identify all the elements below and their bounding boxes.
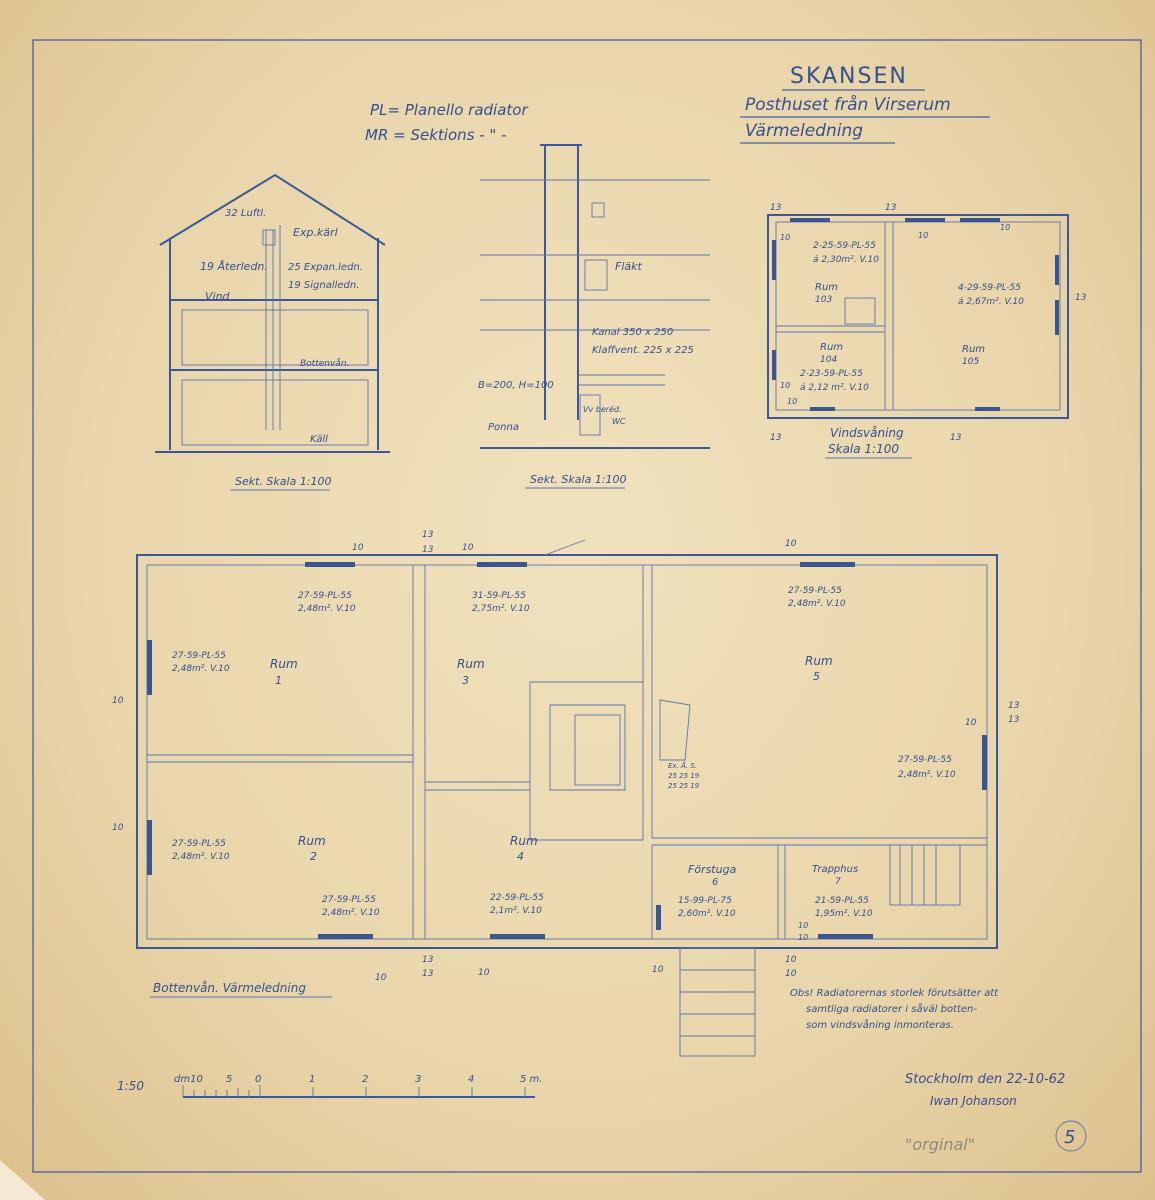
section2-label-kanal: Kanal 350 x 250 — [592, 327, 674, 338]
room-2-name: Rum — [298, 834, 326, 848]
ground-outer-wall — [137, 555, 997, 948]
section2-label-ponna: Ponna — [488, 422, 519, 433]
section1-caption: Sekt. Skala 1:100 — [235, 475, 332, 488]
attic-scale: Skala 1:100 — [828, 442, 900, 456]
ground-dim-label: 13 — [1008, 715, 1020, 725]
section1-label-kall: Käll — [310, 434, 328, 445]
attic-dim-label: 13 — [885, 203, 897, 213]
ground-plan — [112, 530, 1020, 1056]
radiator-spec: 27-59-PL-55 — [172, 651, 226, 661]
attic-room-spec: á 2,12 m². V.10 — [800, 383, 869, 393]
attic-dim-label: 10 — [918, 231, 929, 240]
legend-pl: PL= Planello radiator — [370, 101, 528, 119]
ground-radiator — [818, 934, 873, 939]
attic-dim-label: 10 — [780, 381, 791, 390]
ground-inner-wall — [147, 565, 987, 939]
expansion-label: Ex. Å. S. — [668, 762, 697, 770]
ground-dim-label: 10 — [798, 933, 809, 942]
ground-stove — [575, 715, 620, 785]
attic-room-num: 103 — [815, 295, 833, 305]
scale-ticks — [183, 1085, 525, 1097]
section1-roof — [160, 175, 385, 245]
ground-radiator — [147, 820, 152, 875]
attic-dim-label: 13 — [770, 203, 782, 213]
attic-caption: Vindsvåning — [830, 426, 904, 440]
title-line2: Posthuset från Virserum — [745, 95, 951, 115]
radiator-spec: 27-59-PL-55 — [898, 755, 952, 765]
ground-dim-label: 10 — [112, 696, 124, 706]
ground-radiator — [800, 562, 855, 567]
radiator-spec: 15-99-PL-75 — [678, 896, 732, 906]
ground-radiator — [982, 735, 987, 790]
ground-radiator — [490, 934, 545, 939]
attic-room-name: Rum — [815, 282, 839, 293]
ground-dim-label: 10 — [652, 965, 664, 975]
ground-dim-label: 13 — [422, 530, 434, 540]
room-4-name: Rum — [510, 834, 538, 848]
radiator-spec: 27-59-PL-55 — [322, 895, 376, 905]
ground-dim-label: 10 — [965, 718, 977, 728]
attic-room-spec: á 2,30m². V.10 — [813, 255, 879, 265]
scale-tick-label: 0 — [255, 1074, 262, 1085]
attic-room-spec: 4-29-59-PL-55 — [958, 283, 1021, 293]
ground-entrance-step-lines — [680, 970, 755, 1036]
ground-dim-label: 10 — [785, 539, 797, 549]
ground-radiator — [305, 562, 355, 567]
attic-dim-label: 13 — [770, 433, 782, 443]
ground-dim-label: 13 — [422, 969, 434, 979]
signature-date: Stockholm den 22-10-62 — [905, 1072, 1066, 1087]
ground-dim-label: 10 — [375, 973, 387, 983]
radiator-spec: 27-59-PL-55 — [788, 586, 842, 596]
room-7-name: Trapphus — [812, 864, 859, 875]
room-5-num: 5 — [813, 670, 820, 683]
attic-dim-label: 13 — [1075, 293, 1087, 303]
section1-pipes — [266, 225, 280, 430]
scale-bar — [117, 1074, 542, 1097]
section2-label-flakt: Fläkt — [615, 260, 642, 273]
room-4-num: 4 — [517, 850, 524, 863]
attic-dim-label: 10 — [787, 397, 798, 406]
section-2 — [478, 145, 710, 488]
radiator-spec: 21-59-PL-55 — [815, 896, 869, 906]
attic-plan — [768, 203, 1087, 458]
ground-dim-label: 10 — [462, 543, 474, 553]
folded-corner — [0, 1160, 45, 1200]
ground-stove-block — [530, 682, 643, 840]
room-6-name: Förstuga — [688, 863, 737, 876]
scale-tick-label: 3 — [415, 1074, 422, 1085]
scale-label: 1:50 — [117, 1079, 144, 1093]
room-1-num: 1 — [275, 674, 282, 687]
legend-mr: MR = Sektions - " - — [365, 126, 507, 144]
attic-room-spec: 2-23-59-PL-55 — [800, 369, 863, 379]
room-1-name: Rum — [270, 657, 298, 671]
ground-dim-label: 10 — [785, 955, 797, 965]
ground-stair-steps — [900, 845, 936, 905]
scale-tick-label: 2 — [362, 1074, 369, 1085]
attic-radiator — [810, 407, 835, 411]
section2-label-b200: B=200, H=100 — [478, 380, 554, 391]
room-5-name: Rum — [805, 654, 833, 668]
ground-dim-label: 13 — [1008, 701, 1020, 711]
radiator-spec: 22-59-PL-55 — [490, 893, 544, 903]
radiator-spec: 27-59-PL-55 — [172, 839, 226, 849]
signature-name: Iwan Johanson — [930, 1094, 1017, 1108]
room-3-name: Rum — [457, 657, 485, 671]
expansion-label: 25 25 19 — [668, 782, 700, 790]
attic-room-name: Rum — [820, 342, 844, 353]
section2-box — [592, 203, 604, 217]
radiator-spec: 31-59-PL-55 — [472, 591, 526, 601]
section2-chimney — [540, 145, 582, 420]
attic-radiator — [975, 407, 1000, 411]
radiator-spec: 2,48m². V.10 — [298, 604, 356, 614]
ground-partitions — [147, 565, 987, 939]
ground-dim-label: 13 — [422, 955, 434, 965]
radiator-spec: 1,95m². V.10 — [815, 909, 873, 919]
attic-radiator — [1055, 300, 1059, 335]
section2-label-wc: WC — [612, 417, 626, 426]
title-line3: Värmeledning — [745, 121, 864, 141]
room-7-num: 7 — [835, 877, 841, 887]
attic-room-num: 104 — [820, 355, 838, 365]
section-1 — [155, 175, 390, 490]
original-stamp: "orginal" — [905, 1135, 976, 1154]
ground-dim-label: 10 — [352, 543, 364, 553]
attic-room-name: Rum — [962, 344, 986, 355]
attic-radiator — [790, 218, 830, 222]
attic-dim-label: 10 — [780, 233, 791, 242]
radiator-spec: 27-59-PL-55 — [298, 591, 352, 601]
section1-label-signalledn: 19 Signalledn. — [288, 280, 360, 291]
attic-radiator — [905, 218, 945, 222]
attic-dim-label: 13 — [950, 433, 962, 443]
ground-radiator — [477, 562, 527, 567]
attic-radiator — [1055, 255, 1059, 285]
scale-tick-label: 4 — [468, 1074, 475, 1085]
radiator-spec: 2,48m². V.10 — [172, 852, 230, 862]
radiator-spec: 2,48m². V.10 — [788, 599, 846, 609]
attic-room-spec: á 2,67m². V.10 — [958, 297, 1024, 307]
attic-radiator — [772, 240, 776, 280]
section1-label-bottenvan: Bottenvån. — [300, 359, 350, 369]
sheet-number: 5 — [1064, 1127, 1076, 1148]
room-6-num: 6 — [712, 877, 719, 888]
room-2-num: 2 — [310, 850, 317, 863]
section1-label-vind: Vind — [205, 290, 230, 303]
section1-cellar — [182, 380, 368, 445]
ground-hearth — [660, 700, 690, 760]
section2-label-vvbered: Vv beréd. — [583, 405, 622, 414]
ground-entrance-steps — [680, 948, 755, 1056]
ground-dim-label: 10 — [478, 968, 490, 978]
attic-radiator — [960, 218, 1000, 222]
section2-water-heater — [580, 395, 600, 435]
radiator-spec: 2,48m². V.10 — [898, 770, 956, 780]
section1-label-aterledn: 19 Återledn. — [200, 260, 268, 273]
scale-tick-label: 5 — [226, 1074, 233, 1085]
radiator-spec: 2,48m². V.10 — [172, 664, 230, 674]
ground-caption: Bottenvån. Värmeledning — [153, 981, 306, 995]
ground-dim-label: 10 — [785, 969, 797, 979]
section2-caption: Sekt. Skala 1:100 — [530, 473, 627, 486]
scale-tick-label: dm10 — [174, 1074, 203, 1085]
attic-dim-label: 10 — [1000, 223, 1011, 232]
attic-radiator — [772, 350, 776, 380]
sheet-border — [33, 40, 1141, 1172]
radiator-spec: 2,60m². V.10 — [678, 909, 736, 919]
note-line-3: som vindsvåning inmonteras. — [806, 1020, 954, 1031]
attic-chimney — [845, 298, 875, 324]
section2-label-klaffvent: Klaffvent. 225 x 225 — [592, 345, 694, 356]
ground-dim-label: 10 — [798, 921, 809, 930]
note-line-2: samtliga radiatorer i såväl botten- — [806, 1004, 978, 1015]
section1-label-luftl: 32 Luftl. — [225, 208, 267, 219]
room-3-num: 3 — [462, 674, 469, 687]
section1-label-expkarl: Exp.kärl — [293, 226, 338, 239]
radiator-spec: 2,1m². V.10 — [490, 906, 542, 916]
section1-upper-room — [182, 310, 368, 365]
ground-door-swing — [545, 540, 585, 555]
ground-radiator — [147, 640, 152, 695]
attic-room-num: 105 — [962, 357, 980, 367]
ground-dim-label: 13 — [422, 545, 434, 555]
scale-tick-label: 1 — [309, 1074, 316, 1085]
section1-label-expanledn: 25 Expan.ledn. — [288, 262, 363, 273]
radiator-spec: 2,75m². V.10 — [472, 604, 530, 614]
radiator-spec: 2,48m². V.10 — [322, 908, 380, 918]
ground-radiator — [656, 905, 661, 930]
scale-tick-label: 5 m. — [520, 1074, 543, 1085]
ground-dim-label: 10 — [112, 823, 124, 833]
title-main: SKANSEN — [790, 64, 908, 89]
note-line-1: Obs! Radiatorernas storlek förutsätter att — [790, 988, 999, 999]
section2-fan — [585, 260, 607, 290]
ground-radiator — [318, 934, 373, 939]
expansion-label: 25 25 19 — [668, 772, 700, 780]
attic-room-spec: 2-25-59-PL-55 — [813, 241, 876, 251]
ground-stairs-top — [890, 845, 960, 905]
